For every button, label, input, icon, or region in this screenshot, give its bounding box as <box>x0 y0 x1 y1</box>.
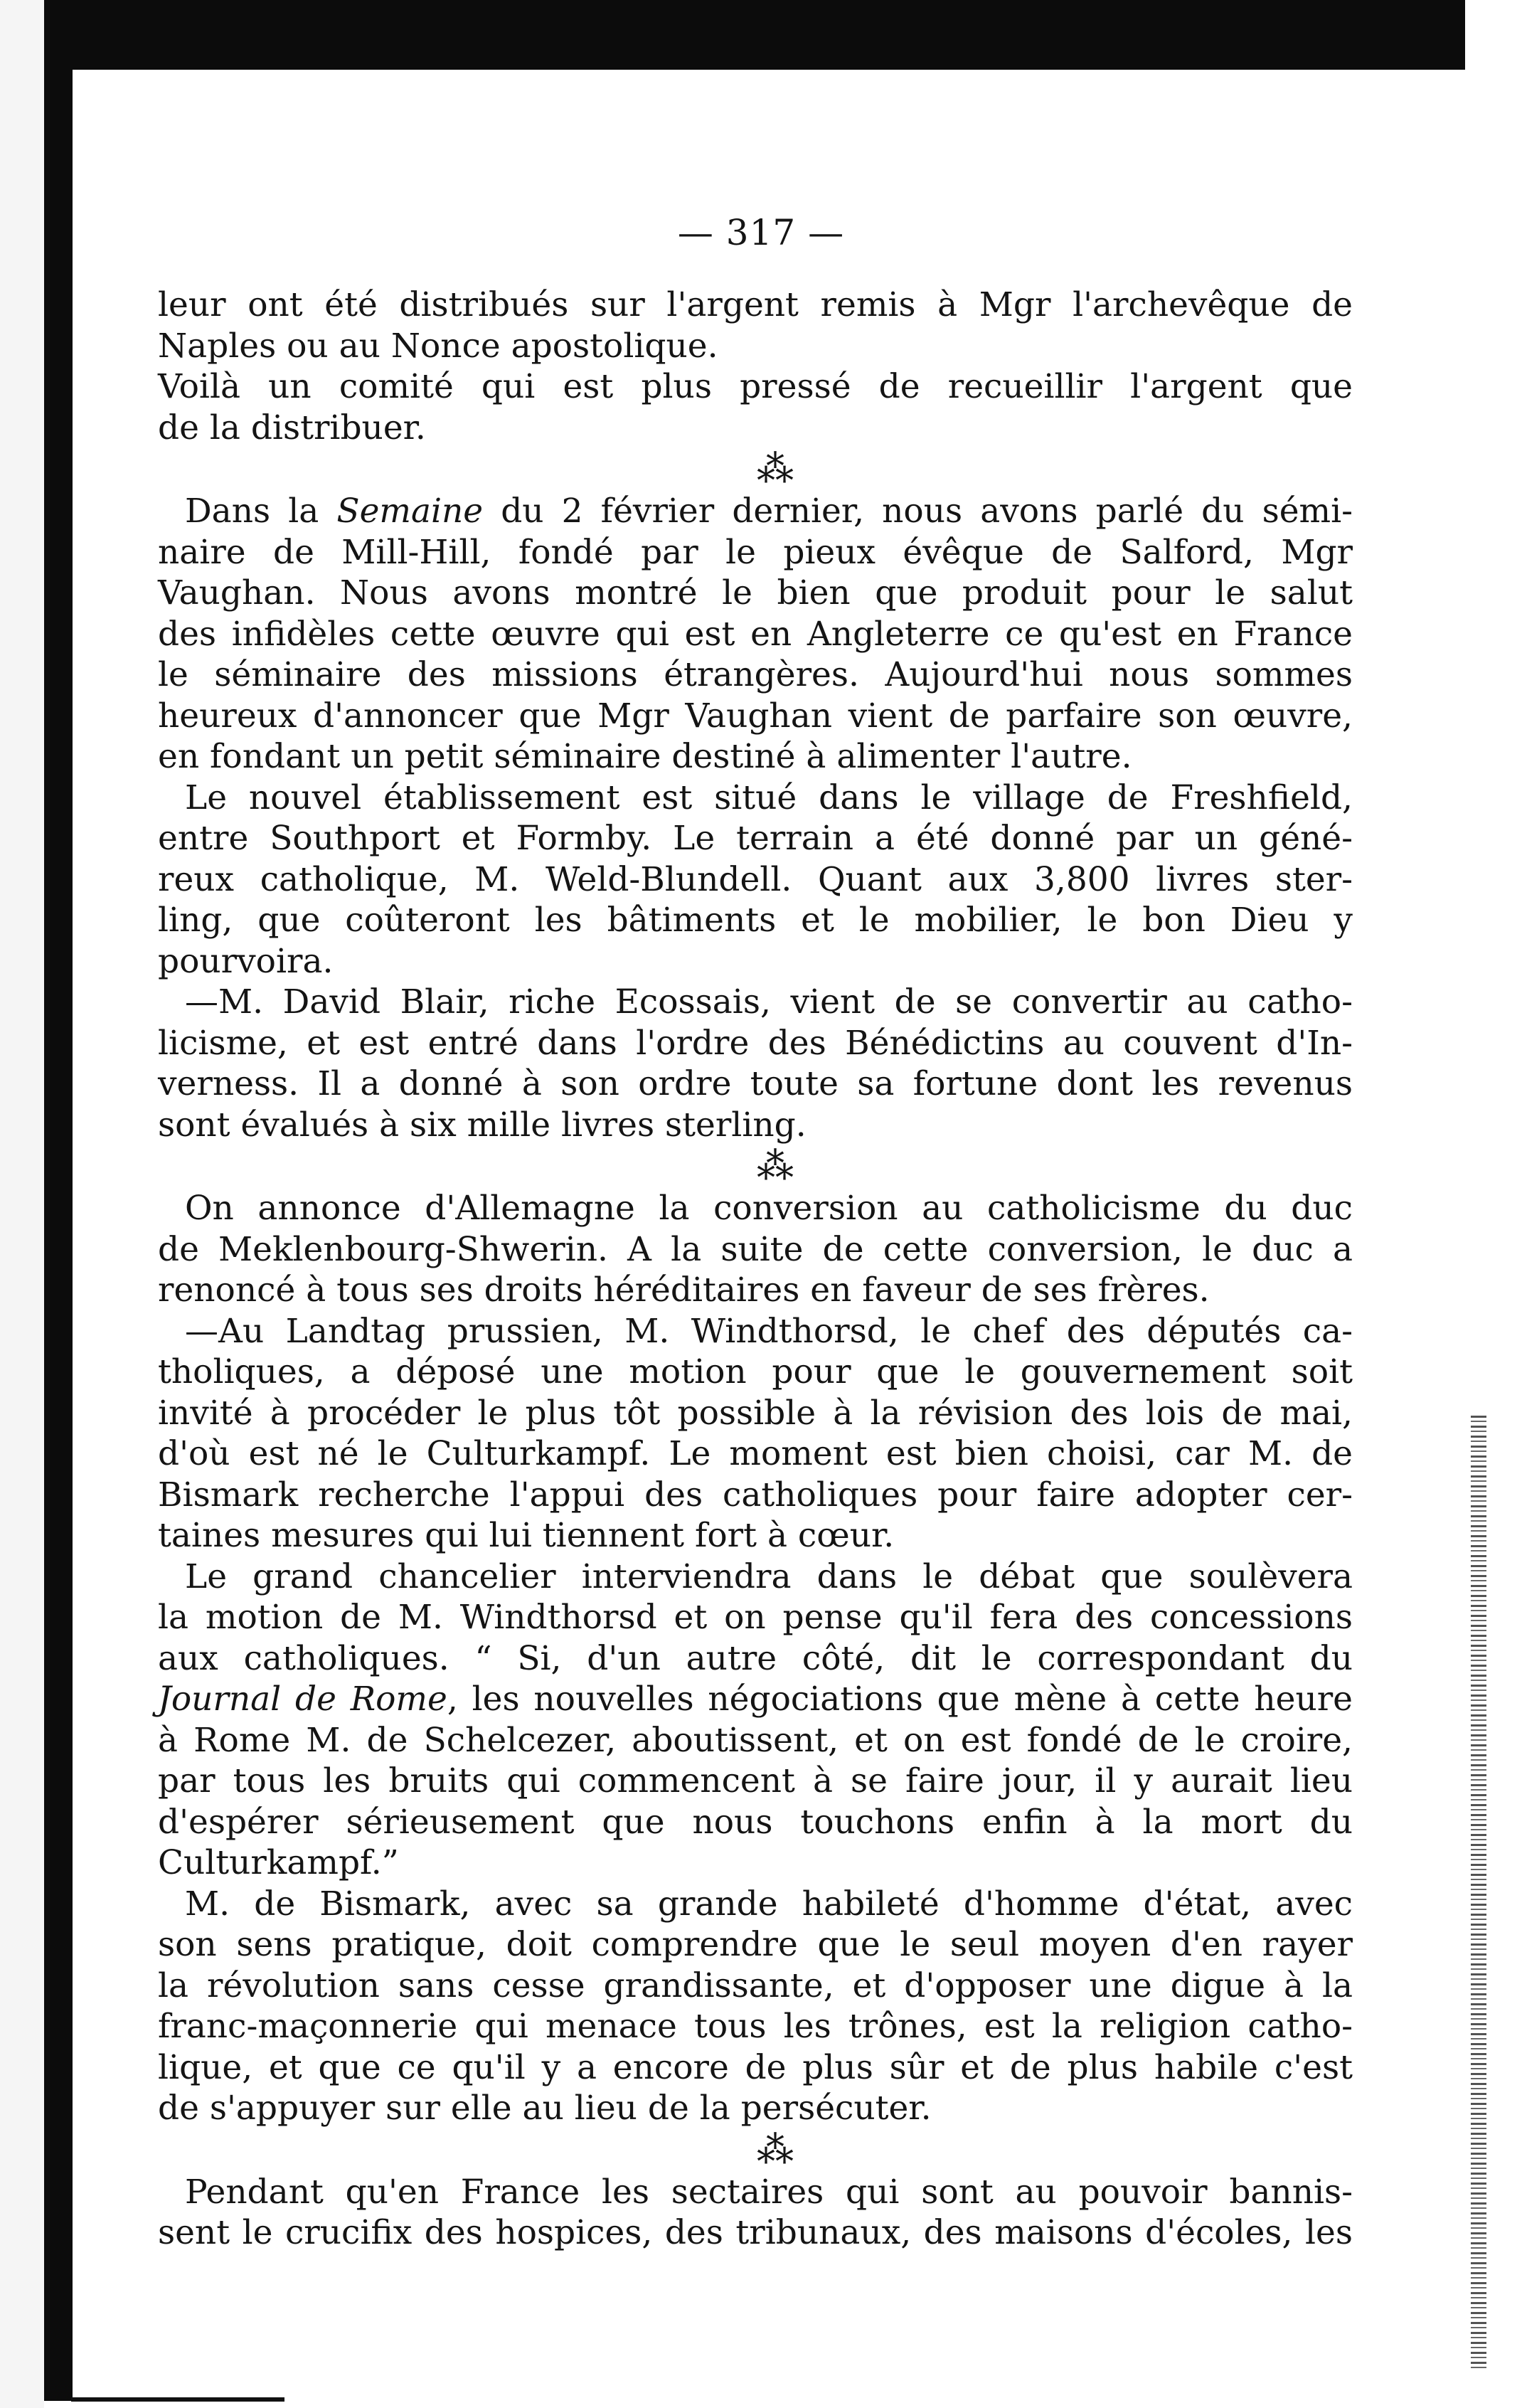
text-line: aux catholiques. “ Si, d'un autre côté, dit le correspondant du <box>158 1638 1353 1678</box>
text-line: tholiques, a déposé une motion pour que le gouvernement soit <box>158 1352 1353 1391</box>
scan-border-left <box>44 0 73 2401</box>
page-number: — 317 — <box>677 212 845 253</box>
text-line: taines mesures qui lui tiennent fort à cœur. <box>158 1516 895 1555</box>
text-line: d'espérer sérieusement que nous touchons enfin à la mort du <box>158 1802 1353 1842</box>
text-line: de Meklenbourg-Shwerin. A la suite de cette conversion, le duc a <box>158 1229 1353 1269</box>
text-line: son sens pratique, doit comprendre que le seul moyen d'en rayer <box>158 1925 1353 1964</box>
paragraph <box>158 2172 1353 2254</box>
asterism-separator: ⁂ <box>757 448 797 491</box>
text-line: On annonce d'Allemagne la conversion au catholicisme du duc <box>185 1189 1353 1228</box>
text-line: licisme, et est entré dans l'ordre des Bénédictins au couvent d'In- <box>158 1023 1353 1063</box>
text-line: Voilà un comité qui est plus pressé de recueillir l'argent que <box>158 367 1353 406</box>
text-line: la motion de M. Windthorsd et on pense qu'il fera des concessions <box>158 1598 1353 1637</box>
text-line: leur ont été distribués sur l'argent remis à Mgr l'archevêque de <box>158 285 1353 324</box>
scan-border-top <box>44 0 1465 70</box>
text-line: Culturkampf.” <box>158 1843 399 1882</box>
text-line: des infidèles cette œuvre qui est en Angleterre ce qu'est en France <box>158 614 1353 654</box>
text-line: d'où est né le Culturkampf. Le moment est bien choisi, car M. de <box>158 1434 1353 1473</box>
text-line: en fondant un petit séminaire destiné à alimenter l'autre. <box>158 737 1132 776</box>
italic-title: Semaine <box>336 492 484 531</box>
asterism-separator: ⁂ <box>757 1145 797 1188</box>
text-line: Naples ou au Nonce apostolique. <box>158 326 718 366</box>
text-line: heureux d'annoncer que Mgr Vaughan vient de parfaire son œuvre, <box>158 696 1353 736</box>
text-line: Journal de Rome, les nouvelles négociations que mène à cette heure <box>158 1680 1353 1719</box>
scan-border-bottom <box>71 2397 284 2402</box>
text-line: à Rome M. de Schelcezer, aboutissent, et on est fondé de le croire, <box>158 1720 1353 1760</box>
paragraph <box>158 982 1353 1145</box>
paragraph <box>158 1188 1353 1311</box>
text-line: Dans la Semaine du 2 février dernier, nous avons parlé du sémi- <box>185 492 1353 531</box>
text-line: Le nouvel établissement est situé dans le village de Freshfield, <box>185 778 1353 817</box>
paragraph <box>158 491 1353 778</box>
text-line: verness. Il a donné à son ordre toute sa fortune dont les revenus <box>158 1064 1353 1103</box>
text-line: Le grand chancelier interviendra dans le débat que soulèvera <box>185 1556 1353 1596</box>
text-line: de s'appuyer sur elle au lieu de la persécuter. <box>158 2089 932 2128</box>
paragraph <box>158 1556 1353 1884</box>
text-line: —Au Landtag prussien, M. Windthorsd, le chef des députés ca- <box>185 1311 1353 1351</box>
paragraph <box>158 285 1353 448</box>
text-line: Vaughan. Nous avons montré le bien que produit pour le salut <box>158 573 1353 612</box>
text-line: Pendant qu'en France les sectaires qui sont au pouvoir bannis- <box>185 2172 1353 2212</box>
text-line: renoncé à tous ses droits héréditaires en faveur de ses frères. <box>158 1271 1210 1310</box>
text-line: invité à procéder le plus tôt possible à la révision des lois de mai, <box>158 1393 1353 1433</box>
text-line: sont évalués à six mille livres sterling. <box>158 1105 807 1145</box>
text-line: le séminaire des missions étrangères. Aujourd'hui nous sommes <box>158 655 1353 694</box>
text-line: M. de Bismark, avec sa grande habileté d'homme d'état, avec <box>185 1884 1353 1924</box>
text-line: reux catholique, M. Weld-Blundell. Quant aux 3,800 livres ster- <box>158 859 1353 899</box>
text-line: la révolution sans cesse grandissante, et d'opposer une digue à la <box>158 1966 1353 2005</box>
text-line: ling, que coûteront les bâtiments et le mobilier, le bon Dieu y <box>158 901 1353 940</box>
text-line: Bismark recherche l'appui des catholiques pour faire adopter cer- <box>158 1475 1353 1515</box>
text-line: lique, et que ce qu'il y a encore de plus sûr et de plus habile c'est <box>158 2047 1353 2087</box>
text-line: entre Southport et Formby. Le terrain a été donné par un géné- <box>158 819 1353 858</box>
text-line: par tous les bruits qui commencent à se faire jour, il y aurait lieu <box>158 1761 1353 1800</box>
asterism-separator: ⁂ <box>757 2128 797 2172</box>
text-line: —M. David Blair, riche Ecossais, vient de se convertir au catho- <box>185 982 1353 1022</box>
italic-title: Journal de Rome <box>158 1680 447 1719</box>
paragraph <box>158 778 1353 982</box>
text-line: de la distribuer. <box>158 408 426 447</box>
scan-edge-noise <box>1471 1416 1486 2369</box>
paragraph <box>158 1311 1353 1556</box>
scan-left-margin <box>0 0 44 2408</box>
text-line: sent le crucifix des hospices, des tribunaux, des maisons d'écoles, les <box>158 2213 1353 2252</box>
text-line: pourvoira. <box>158 941 334 981</box>
text-line: naire de Mill-Hill, fondé par le pieux évêque de Salford, Mgr <box>158 532 1353 572</box>
text-line: franc-maçonnerie qui menace tous les trônes, est la religion catho- <box>158 2007 1353 2046</box>
article-body <box>158 285 1353 2254</box>
paragraph <box>158 1884 1353 2129</box>
